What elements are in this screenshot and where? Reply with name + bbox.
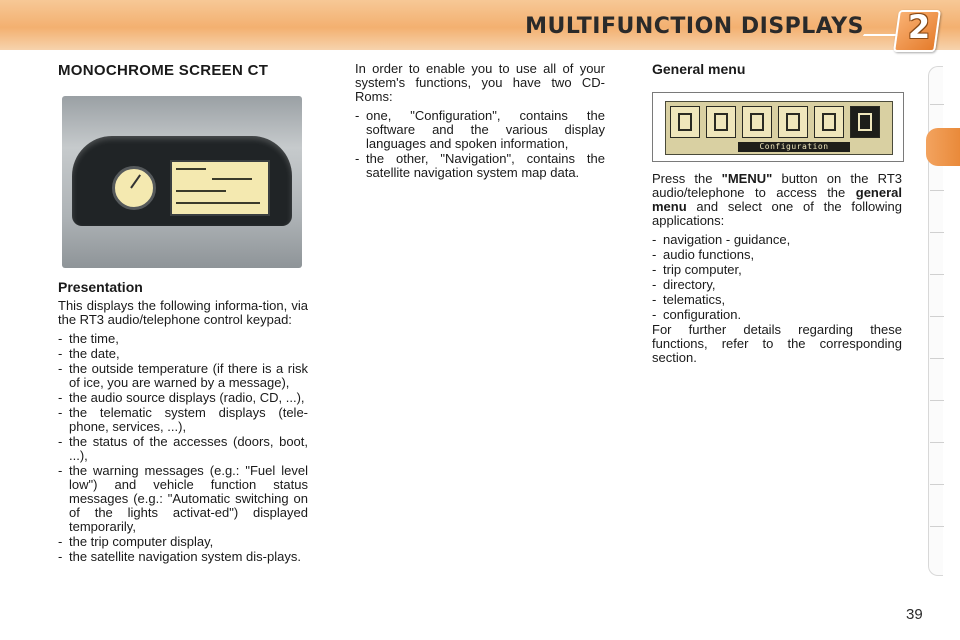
page-number: 39 — [906, 606, 923, 623]
general-menu-body — [652, 172, 902, 370]
cd-roms-list — [355, 109, 605, 180]
list-item: - configuration. — [652, 308, 902, 322]
chapter-tab-divider — [930, 400, 944, 401]
list-item: - navigation - guidance, — [652, 233, 902, 247]
menu-selection-label: Configuration — [738, 142, 850, 152]
presentation-section — [58, 280, 308, 565]
configuration-glyph — [858, 113, 872, 131]
active-chapter-tab[interactable] — [926, 128, 960, 166]
menu-button-name: "MENU" — [721, 171, 773, 186]
trip-computer-icon — [742, 106, 772, 138]
list-item: - the telematic system displays (tele-phone, services, ...), — [58, 406, 308, 434]
display-line — [176, 202, 260, 204]
dashboard-photo — [62, 96, 302, 268]
page-title: MULTIFUNCTION DISPLAYS — [525, 14, 864, 39]
presentation-heading: Presentation — [58, 279, 143, 295]
chapter-tab-divider — [930, 316, 944, 317]
list-item: - the audio source displays (radio, CD, ...), — [58, 391, 308, 405]
chapter-tab-divider — [930, 358, 944, 359]
instruction-text: and select one of the following applications: — [652, 199, 902, 228]
presentation-intro: This displays the following informa-tion, via the RT3 audio/telephone control keypad: — [58, 298, 308, 327]
general-menu-screen — [652, 92, 904, 162]
audio-glyph — [714, 113, 728, 131]
chapter-tab-divider — [930, 190, 944, 191]
navigation-glyph — [678, 113, 692, 131]
list-item: - telematics, — [652, 293, 902, 307]
list-item: - the date, — [58, 347, 308, 361]
display-line — [176, 168, 206, 170]
list-item: - the outside temperature (if there is a risk of ice, you are warned by a message), — [58, 362, 308, 390]
general-menu-section — [652, 62, 902, 81]
general-menu-heading: General menu — [652, 61, 746, 77]
list-item: - directory, — [652, 278, 902, 292]
list-item: - the warning messages (e.g.: "Fuel level low") and vehicle function status messages (e.g.: "Automatic switching on of the lights activat-ed") displayed temporarily, — [58, 464, 308, 534]
chapter-tab-divider — [930, 526, 944, 527]
instruction-text: Press the — [652, 171, 713, 186]
trip-computer-glyph — [750, 113, 764, 131]
chapter-tab-divider — [930, 484, 944, 485]
list-item: - one, "Configuration", contains the software and the various display languages and spoken information, — [355, 109, 605, 151]
directory-icon — [778, 106, 808, 138]
further-details-text: For further details regarding these functions, refer to the corresponding section. — [652, 322, 902, 365]
list-item: - trip computer, — [652, 263, 902, 277]
menu-instructions — [652, 172, 902, 228]
chapter-tab-divider — [930, 274, 944, 275]
chapter-tab-divider — [930, 442, 944, 443]
list-item: - the trip computer display, — [58, 535, 308, 549]
list-item: - the other, "Navigation", contains the satellite navigation system map data. — [355, 152, 605, 180]
chapter-tab-divider — [930, 104, 944, 105]
instruction-text: button on the RT3 audio/telephone to access the — [652, 171, 902, 200]
list-item: - the status of the accesses (doors, boot, ...), — [58, 435, 308, 463]
general-menu-term: general menu — [652, 185, 902, 214]
applications-list — [652, 233, 902, 322]
speedometer-gauge — [112, 166, 156, 210]
cd-roms-section — [355, 62, 605, 181]
audio-icon — [706, 106, 736, 138]
cd-roms-intro: In order to enable you to use all of your system's functions, you have two CD-Roms: — [355, 61, 605, 104]
chapter-number: 2 — [907, 8, 931, 46]
display-line — [212, 178, 252, 180]
directory-glyph — [786, 113, 800, 131]
telematics-glyph — [822, 113, 836, 131]
telematics-icon — [814, 106, 844, 138]
list-item: - audio functions, — [652, 248, 902, 262]
chapter-tab-divider — [930, 232, 944, 233]
display-line — [176, 190, 226, 192]
list-item: - the time, — [58, 332, 308, 346]
presentation-list — [58, 332, 308, 564]
navigation-icon — [670, 106, 700, 138]
section-heading-monochrome-screen: MONOCHROME SCREEN CT — [58, 62, 269, 79]
menu-icon-strip — [665, 101, 893, 155]
configuration-icon — [850, 106, 880, 138]
list-item: - the satellite navigation system dis-plays. — [58, 550, 308, 564]
